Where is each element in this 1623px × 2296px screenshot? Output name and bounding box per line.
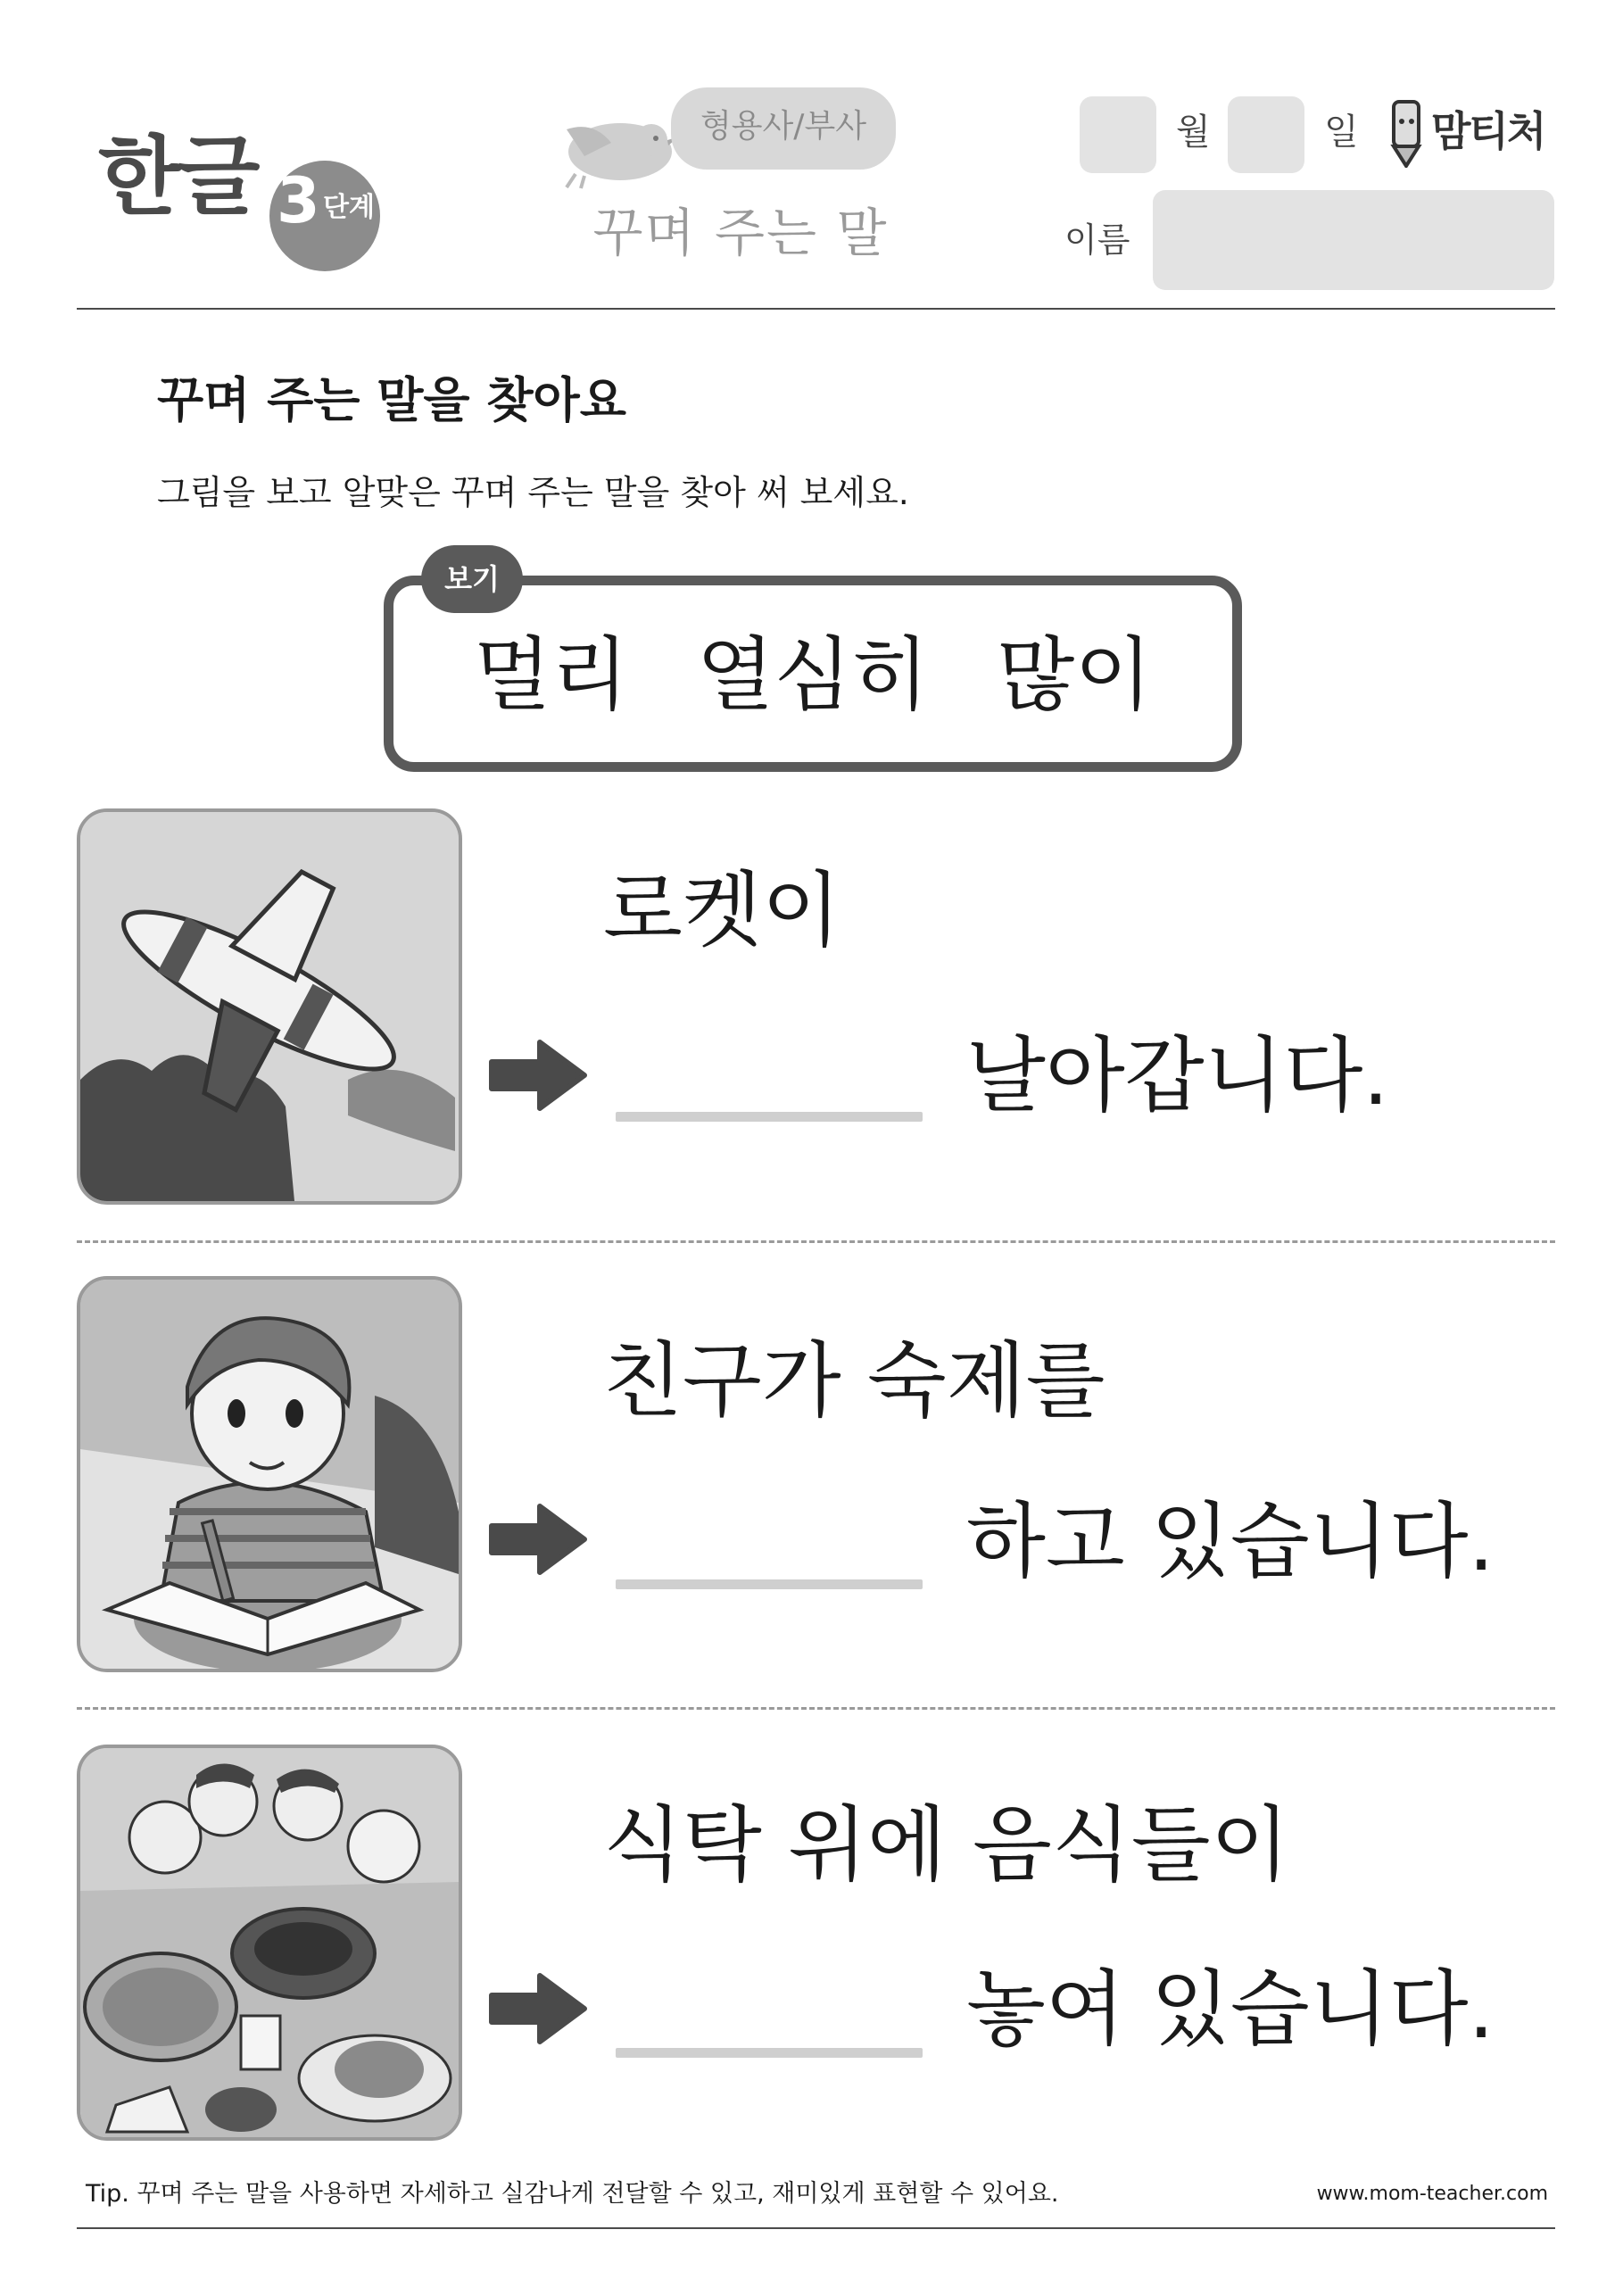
problem-1-subject: 로켓이 xyxy=(603,863,841,958)
day-input[interactable] xyxy=(1228,96,1304,173)
site-url: www.mom-teacher.com xyxy=(1316,2183,1548,2205)
problem-1-answer-blank[interactable] xyxy=(616,1112,923,1122)
tip-text: Tip. 꾸며 주는 말을 사용하면 자세하고 실감나게 전달할 수 있고, 재미있게 표현할 수 있어요. xyxy=(86,2180,1059,2208)
worksheet-logo: 한글 xyxy=(98,127,257,227)
arrow-right-icon xyxy=(484,1969,592,2052)
problem-3-answer-blank[interactable] xyxy=(616,2048,923,2058)
topic-title: 꾸며 주는 말 xyxy=(592,203,889,263)
brand-logo: 맘티처 xyxy=(1431,107,1545,155)
example-word: 많이 xyxy=(997,628,1153,722)
example-word: 열심히 xyxy=(696,628,930,722)
category-label: 형용사/부사 xyxy=(700,108,866,145)
arrow-right-icon xyxy=(484,1499,592,1583)
month-input[interactable] xyxy=(1080,96,1156,173)
bird-icon xyxy=(549,103,683,195)
example-word-list xyxy=(384,628,1242,722)
name-label: 이름 xyxy=(1064,220,1130,260)
month-label: 월 xyxy=(1176,112,1211,153)
problem-3-predicate: 놓여 있습니다. xyxy=(966,1961,1495,2057)
level-unit: 단계 xyxy=(323,192,375,223)
footer-divider xyxy=(77,2227,1555,2229)
example-word: 멀리 xyxy=(473,628,629,722)
row-divider xyxy=(77,1240,1555,1243)
problem-2-subject: 친구가 숙제를 xyxy=(603,1333,1105,1429)
example-tag: 보기 xyxy=(421,545,523,613)
rocket-illustration xyxy=(77,808,462,1205)
activity-title: 꾸며 주는 말을 찾아요 xyxy=(157,372,626,428)
header-divider xyxy=(77,308,1555,310)
day-label: 일 xyxy=(1324,112,1359,153)
instruction-text: 그림을 보고 알맞은 꾸며 주는 말을 찾아 써 보세요. xyxy=(157,473,909,512)
problem-2-predicate: 하고 있습니다. xyxy=(966,1494,1495,1589)
problem-3-subject: 식탁 위에 음식들이 xyxy=(603,1797,1290,1893)
problem-2-answer-blank[interactable] xyxy=(616,1579,923,1589)
problem-1-predicate: 날아갑니다. xyxy=(966,1028,1389,1123)
arrow-right-icon xyxy=(484,1035,592,1119)
dinner-table-illustration xyxy=(77,1745,462,2141)
homework-illustration xyxy=(77,1276,462,1672)
name-input[interactable] xyxy=(1153,190,1554,290)
row-divider xyxy=(77,1707,1555,1710)
pencil-mascot-icon xyxy=(1381,96,1431,171)
level-number: 3 xyxy=(277,164,320,237)
